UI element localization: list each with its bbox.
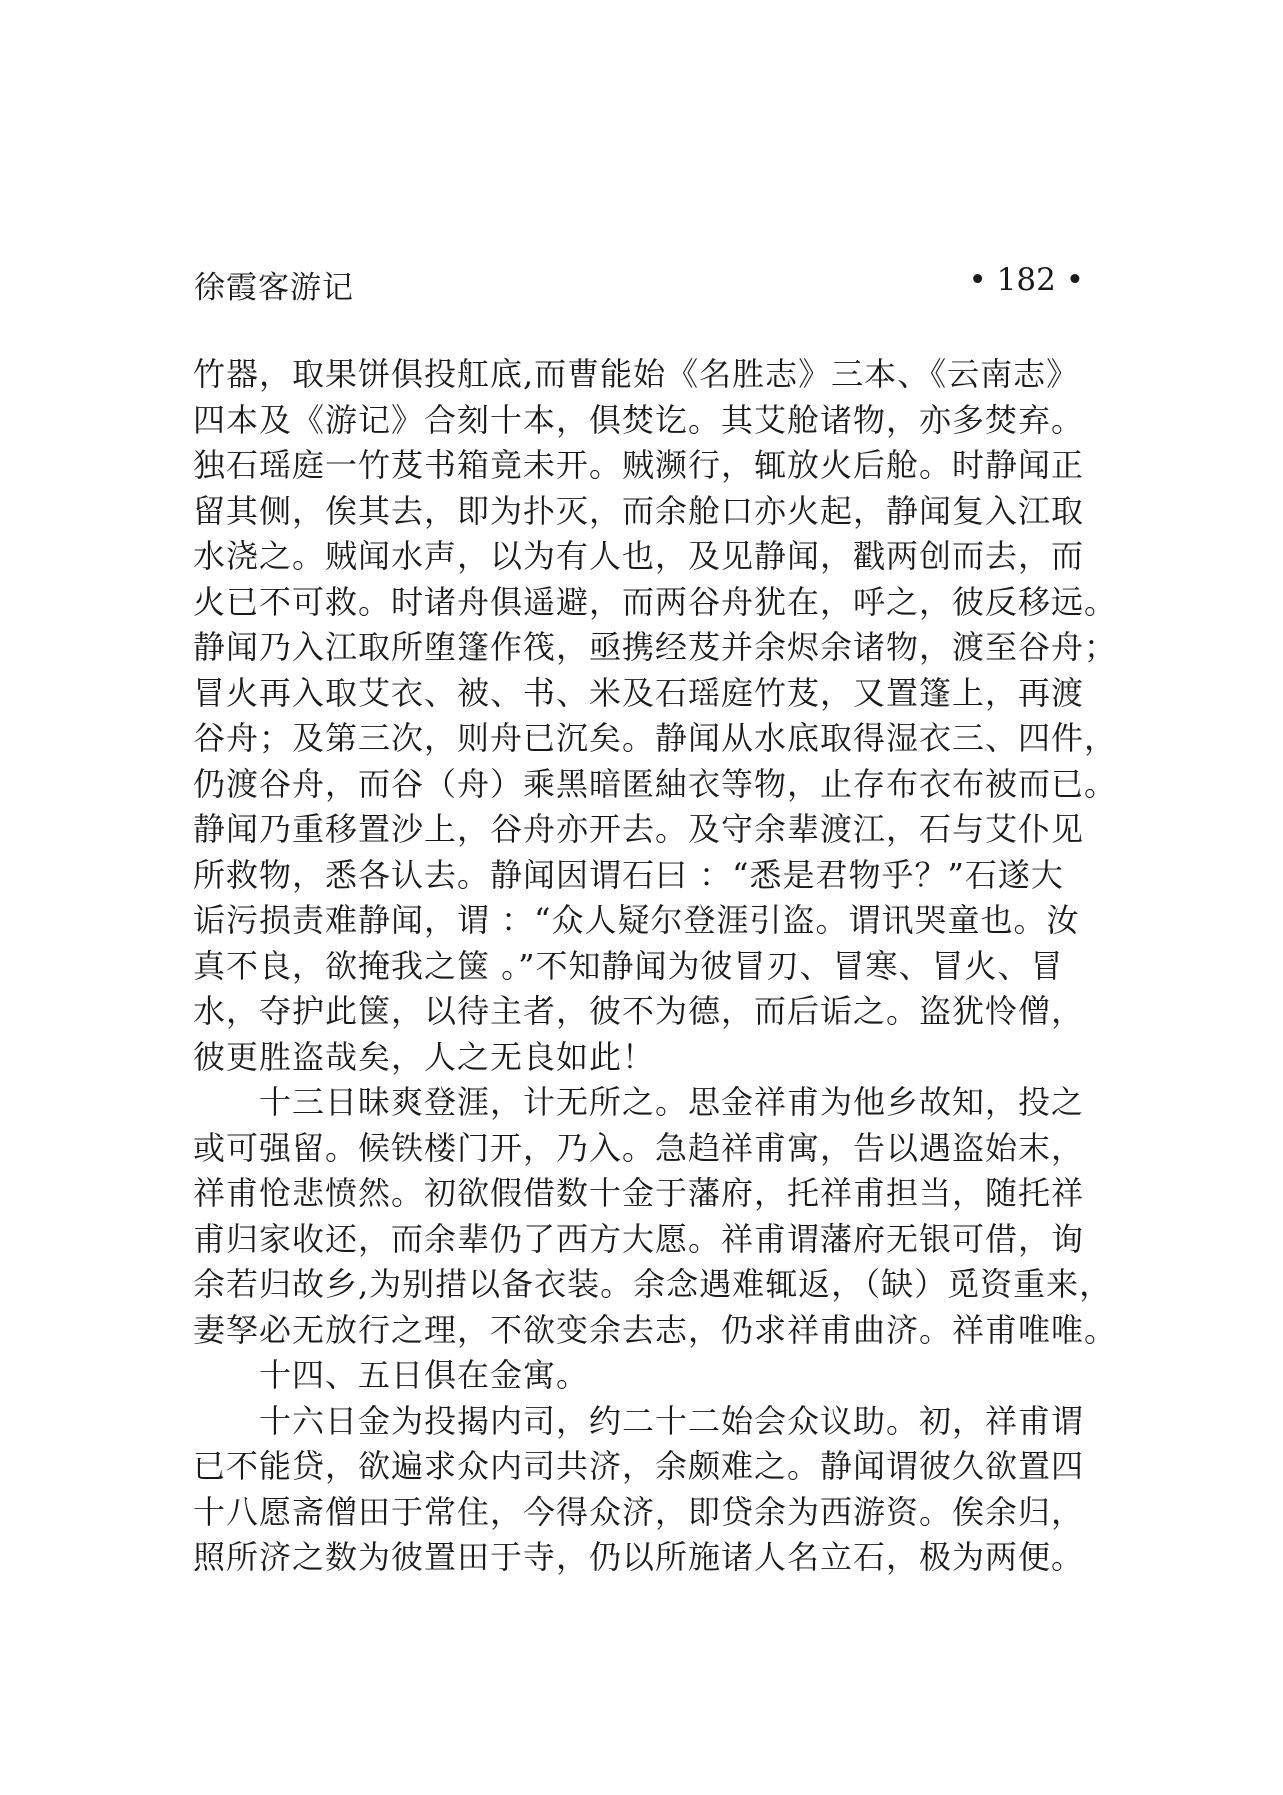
- text-line: 十八愿斋僧田于常住，今得众济，即贷余为西游资。俟余归，: [193, 1492, 1085, 1531]
- text-line: 水，夺护此箧，以待主者，彼不为德，而后诟之。盗犹怜僧，: [193, 992, 1085, 1030]
- text-line: 水浇之。贼闻水声，以为有人也，及见静闻，戳两创而去，而: [193, 537, 1085, 575]
- text-line: 静闻乃入江取所堕篷作筏，亟携经芨并余烬余诸物，渡至谷舟；: [193, 628, 1118, 666]
- text-line: 火已不可救。时诸舟俱遥避，而两谷舟犹在，呼之，彼反移远。: [193, 582, 1118, 621]
- page-header: [194, 262, 1084, 306]
- text-line: 四本及《游记》合刻十本，俱焚讫。其艾舱诸物，亦多焚弃。: [193, 400, 1085, 439]
- text-line: 诟污损责难静闻，谓 ：“众人疑尔登涯引盗。谓讯哭童也。汝: [193, 901, 1080, 939]
- text-line: 仍渡谷舟，而谷（舟）乘黑暗匿紬衣等物，止存布衣布被而已。: [193, 764, 1118, 803]
- text-line: 竹器，取果饼俱投舡底,而曹能始《名胜志》三本、《云南志》: [193, 355, 1080, 393]
- text-line: 余若归故乡,为别措以备衣装。余念遇难辄返，（缺）觅资重来，: [193, 1265, 1113, 1303]
- text-line: 祥甫怆悲愤然。初欲假借数十金于藩府，托祥甫担当，随托祥: [193, 1174, 1085, 1212]
- text-line: 妻孥必无放行之理，不欲变余去志，仍求祥甫曲济。祥甫唯唯。: [193, 1310, 1118, 1349]
- text-line: 留其侧，俟其去，即为扑灭，而余舱口亦火起，静闻复入江取: [193, 491, 1085, 530]
- text-line: 或可强留。候铁楼门开，乃入。急趋祥甫寓，告以遇盗始末，: [193, 1128, 1085, 1167]
- text-line: 独石瑶庭一竹芨书箱竟未开。贼濒行，辄放火后舱。时静闻正: [193, 446, 1085, 484]
- text-line: 真不良，欲掩我之箧 。”不知静闻为彼冒刃、冒寒、冒火、冒: [193, 946, 1064, 985]
- book-title: 徐霞客游记: [194, 270, 354, 306]
- text-line: 谷舟；及第三次，则舟已沉矣。静闻从水底取得湿衣三、四件，: [193, 719, 1118, 757]
- text-line: 冒火再入取艾衣、被、书、米及石瑶庭竹芨，又置篷上，再渡: [193, 673, 1085, 712]
- text-line: 所救物，悉各认去。静闻因谓石曰 ：“悉是君物乎？”石遂大: [193, 855, 1064, 894]
- text-line: 十三日昧爽登涯，计无所之。思金祥甫为他乡故知，投之: [193, 1083, 1085, 1121]
- text-body: [193, 352, 1118, 1581]
- text-line: 照所济之数为彼置田于寺，仍以所施诸人名立石，极为两便。: [193, 1538, 1085, 1576]
- page-number: • 182 •: [968, 262, 1084, 298]
- text-line: 甫归家收还，而余辈仍了西方大愿。祥甫谓藩府无银可借，询: [193, 1219, 1085, 1258]
- text-line: 静闻乃重移置沙上，谷舟亦开去。及守余辈渡江，石与艾仆见: [193, 810, 1085, 848]
- text-line: 彼更胜盗哉矣，人之无良如此！: [193, 1037, 656, 1076]
- text-line: 十四、五日俱在金寓。: [193, 1356, 590, 1394]
- text-line: 十六日金为投揭内司，约二十二始会众议助。初，祥甫谓: [193, 1401, 1085, 1440]
- text-line: 已不能贷，欲遍求众内司共济，余颇难之。静闻谓彼久欲置四: [193, 1447, 1085, 1485]
